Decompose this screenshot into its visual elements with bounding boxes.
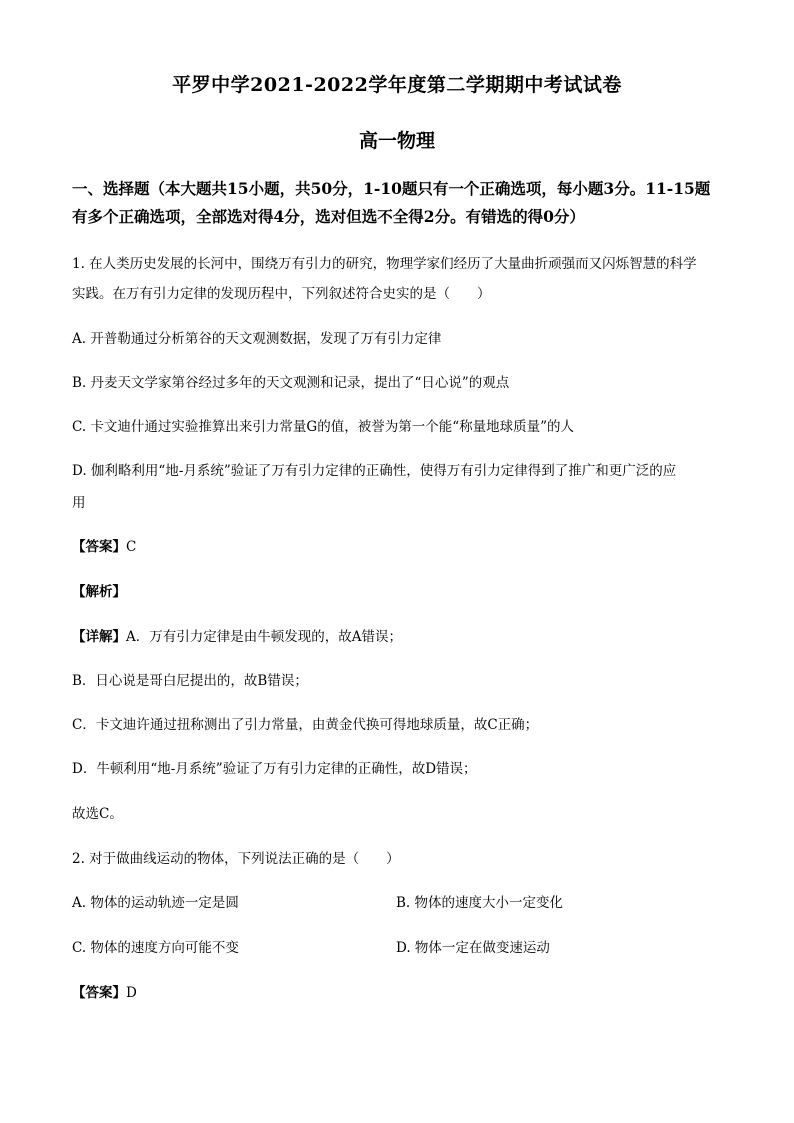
q2-stem: 2. 对于做曲线运动的物体，下列说法正确的是（ ） <box>72 851 400 867</box>
answer-tag: 【答案】 <box>72 985 126 1001</box>
q1-option-c: C. 卡文迪什通过实验推算出来引力常量G的值，被誉为第一个能“称量地球质量”的人 <box>72 419 575 435</box>
section-heading-line-1: 一、选择题（本大题共15小题，共50分，1-10题只有一个正确选项，每小题3分。11-15题 <box>72 179 711 198</box>
analysis-tag: 【解析】 <box>72 584 126 600</box>
q2-option-c: C. 物体的速度方向可能不变 <box>72 940 239 956</box>
answer-value: C <box>126 539 137 555</box>
detail-tag: 【详解】 <box>72 629 126 645</box>
answer-tag: 【答案】 <box>72 539 126 555</box>
q1-option-d-line-2: 用 <box>72 495 86 511</box>
q1-stem-line-1: 1. 在人类历史发展的长河中，围绕万有引力的研究，物理学家们经历了大量曲折顽强而又闪烁智慧的科学 <box>72 256 697 272</box>
section-heading <box>72 175 732 231</box>
q1-option-b: B. 丹麦天文学家第谷经过多年的天文观测和记录，提出了“日心说”的观点 <box>72 375 510 391</box>
q1-detail-b: B．日心说是哥白尼提出的，故B错误； <box>72 673 308 689</box>
q2-option-d: D. 物体一定在做变速运动 <box>396 940 550 956</box>
q1-option-a: A. 开普勒通过分析第谷的天文观测数据，发现了万有引力定律 <box>72 331 442 347</box>
answer-value: D <box>126 985 137 1001</box>
q1-stem-line-2: 实践。在万有引力定律的发现历程中，下列叙述符合史实的是（ ） <box>72 286 491 302</box>
q2-option-a: A. 物体的运动轨迹一定是圆 <box>72 895 239 911</box>
q2-answer <box>72 982 732 1004</box>
section-heading-line-2: 有多个正确选项，全部选对得4分，选对但选不全得2分。有错选的得0分） <box>72 207 585 226</box>
q1-detail-a <box>72 626 732 648</box>
q2-option-b: B. 物体的速度大小一定变化 <box>396 895 564 911</box>
q1-conclusion: 故选C。 <box>72 806 123 822</box>
q1-analysis-tag <box>72 581 732 603</box>
detail-a-text: A．万有引力定律是由牛顿发现的，故A错误； <box>126 629 402 645</box>
q1-option-d-line-1: D. 伽利略利用“地-月系统”验证了万有引力定律的正确性，使得万有引力定律得到了推广和更广泛的应 <box>72 463 677 479</box>
q1-detail-d: D．牛顿利用“地-月系统”验证了万有引力定律的正确性，故D错误； <box>72 761 477 777</box>
exam-subject: 高一物理 <box>358 130 435 152</box>
q1-answer <box>72 536 732 558</box>
q1-detail-c: C．卡文迪许通过扭称测出了引力常量，由黄金代换可得地球质量，故C正确； <box>72 717 539 733</box>
exam-title: 平罗中学2021-2022学年度第二学期期中考试试卷 <box>172 74 622 96</box>
